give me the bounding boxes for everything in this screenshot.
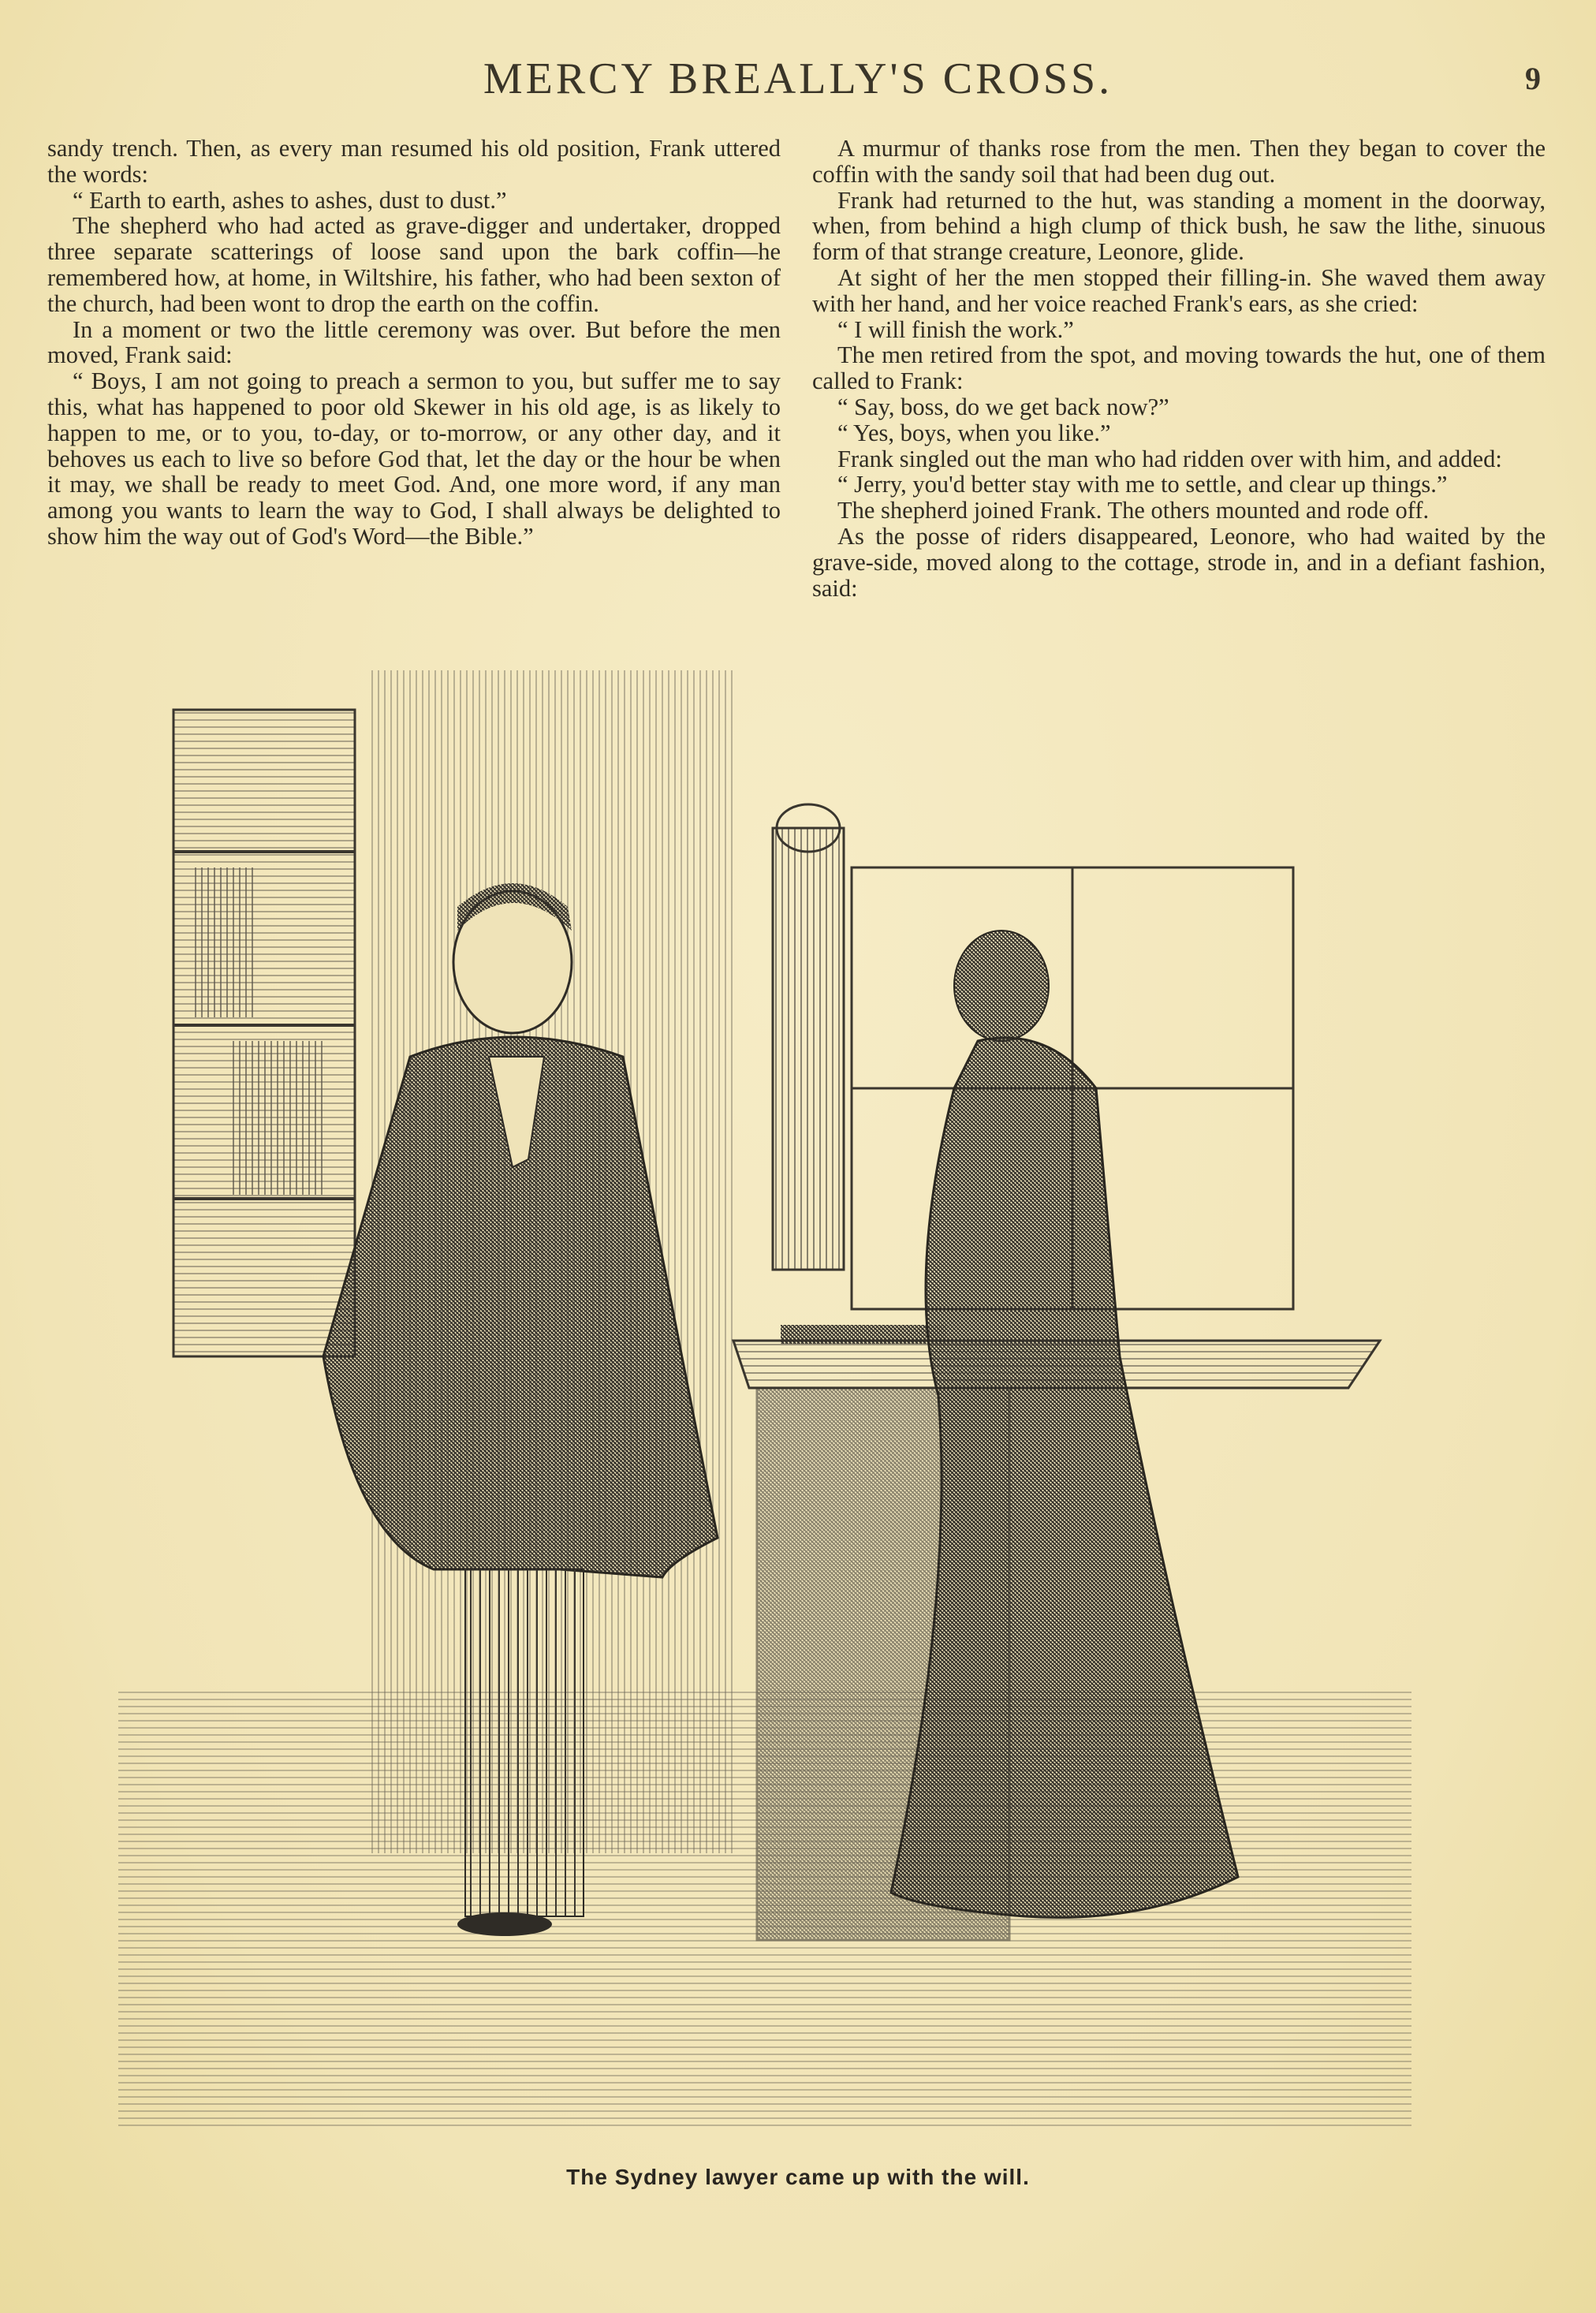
page-header <box>0 54 1596 109</box>
engraving-illustration <box>118 647 1411 2137</box>
paragraph: “ Say, boss, do we get back now?” <box>837 393 1169 420</box>
paragraph: As the posse of riders disappeared, Leonore, who had waited by the grave-side, moved along to the cottage, strode in, and in a defiant fashion, said: <box>812 522 1546 602</box>
paragraph: sandy trench. Then, as every man resumed his old position, Frank uttered the words: <box>47 135 781 188</box>
paragraph: “ I will finish the work.” <box>837 315 1074 343</box>
left-text-column <box>47 136 781 550</box>
paragraph: In a moment or two the little ceremony was over. But before the men moved, Frank said: <box>47 315 781 369</box>
page-number: 9 <box>1525 61 1541 96</box>
paragraph: The men retired from the spot, and moving towards the hut, one of them called to Frank: <box>812 341 1546 395</box>
paragraph: Frank had returned to the hut, was standing a moment in the doorway, when, from behind a high clump of thick bush, he saw the lithe, sinuous form of that strange creature, Leonore, glide. <box>812 186 1546 266</box>
paragraph: The shepherd joined Frank. The others mounted and rode off. <box>837 497 1430 524</box>
paragraph: Frank singled out the man who had ridden over with him, and added: <box>837 445 1502 472</box>
woman-figure <box>891 931 1238 1917</box>
paragraph: “ Jerry, you'd better stay with me to settle, and clear up things.” <box>837 471 1448 498</box>
right-text-column <box>812 136 1546 601</box>
bookcase <box>173 710 355 1356</box>
paragraph: “ Yes, boys, when you like.” <box>837 419 1111 446</box>
paragraph: The shepherd who had acted as grave-digger and undertaker, dropped three separate scatterings of loose sand upon the bark coffin—he remembered how, at home, in Wiltshire, his father, who had been sexton of the church, had been wont to drop the earth on the coffin. <box>47 212 781 317</box>
paragraph: A murmur of thanks rose from the men. Then they began to cover the coffin with the sandy soil that had been dug out. <box>812 135 1546 188</box>
paragraph: “ Boys, I am not going to preach a sermon to you, but suffer me to say this, what has happened to poor old Skewer in his old age, is as likely to happen to me, or to you, to-day, or to-morrow, or any other day, and it behoves us each to live so before God that, let the day or the hour be when it may, we shall be ready to meet God. And, one more word, if any man among you wants to learn the way to God, I shall always be delighted to show him the way out of God's Word—the Bible.” <box>47 367 781 550</box>
illustration-caption: The Sydney lawyer came up with the will. <box>566 2165 1030 2189</box>
paragraph: At sight of her the men stopped their filling-in. She waved them away with her hand, and her voice reached Frank's ears, as she cried: <box>812 263 1546 317</box>
page-title: MERCY BREALLY'S CROSS. <box>483 54 1113 103</box>
paragraph: “ Earth to earth, ashes to ashes, dust to dust.” <box>73 186 507 214</box>
floor <box>118 1688 1411 2129</box>
